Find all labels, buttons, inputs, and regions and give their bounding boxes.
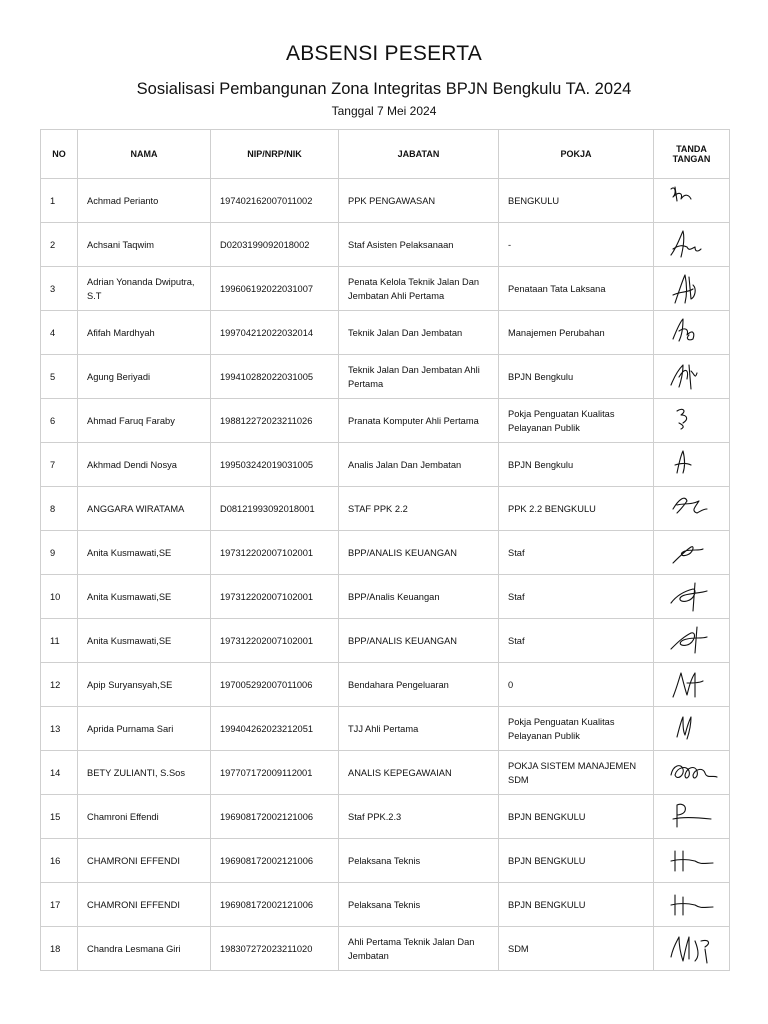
- signature-icon: [665, 359, 721, 395]
- cell-nip: 197005292007011006: [211, 663, 339, 707]
- col-header-pokja: POKJA: [499, 130, 654, 179]
- cell-pokja: BPJN Bengkulu: [499, 355, 654, 399]
- cell-nama: BETY ZULIANTI, S.Sos: [78, 751, 211, 795]
- cell-jabatan: Pelaksana Teknis: [339, 839, 499, 883]
- cell-signature: [654, 619, 730, 663]
- cell-no: 14: [41, 751, 78, 795]
- cell-nip: 197312202007102001: [211, 531, 339, 575]
- cell-no: 11: [41, 619, 78, 663]
- cell-signature: [654, 311, 730, 355]
- cell-signature: [654, 795, 730, 839]
- cell-signature: [654, 531, 730, 575]
- page-title: ABSENSI PESERTA: [286, 42, 482, 65]
- signature-icon: [665, 755, 721, 791]
- cell-jabatan: Pranata Komputer Ahli Pertama: [339, 399, 499, 443]
- signature-icon: [665, 535, 721, 571]
- cell-pokja: BPJN Bengkulu: [499, 443, 654, 487]
- cell-signature: [654, 399, 730, 443]
- cell-no: 7: [41, 443, 78, 487]
- cell-no: 10: [41, 575, 78, 619]
- cell-nip: 198307272023211020: [211, 927, 339, 971]
- cell-pokja: BPJN BENGKULU: [499, 839, 654, 883]
- cell-nip: 197707172009112001: [211, 751, 339, 795]
- col-header-nip: NIP/NRP/NIK: [211, 130, 339, 179]
- table-row: [41, 883, 730, 927]
- cell-jabatan: BPP/ANALIS KEUANGAN: [339, 531, 499, 575]
- cell-jabatan: BPP/ANALIS KEUANGAN: [339, 619, 499, 663]
- cell-no: 12: [41, 663, 78, 707]
- cell-nip: 197402162007011002: [211, 179, 339, 223]
- signature-icon: [665, 315, 721, 351]
- cell-no: 17: [41, 883, 78, 927]
- cell-jabatan: PPK PENGAWASAN: [339, 179, 499, 223]
- cell-nama: Anita Kusmawati,SE: [78, 575, 211, 619]
- table-row: [41, 795, 730, 839]
- cell-nip: 196908172002121006: [211, 839, 339, 883]
- signature-icon: [665, 271, 721, 307]
- cell-signature: [654, 575, 730, 619]
- cell-jabatan: Staf PPK.2.3: [339, 795, 499, 839]
- cell-nama: Afifah Mardhyah: [78, 311, 211, 355]
- cell-no: 3: [41, 267, 78, 311]
- cell-signature: [654, 839, 730, 883]
- cell-nama: Achmad Perianto: [78, 179, 211, 223]
- cell-jabatan: BPP/Analis Keuangan: [339, 575, 499, 619]
- cell-signature: [654, 179, 730, 223]
- cell-signature: [654, 707, 730, 751]
- cell-nama: ANGGARA WIRATAMA: [78, 487, 211, 531]
- cell-signature: [654, 267, 730, 311]
- cell-jabatan: Bendahara Pengeluaran: [339, 663, 499, 707]
- col-header-jabatan: JABATAN: [339, 130, 499, 179]
- signature-icon: [665, 579, 721, 615]
- table-row: [41, 619, 730, 663]
- cell-pokja: SDM: [499, 927, 654, 971]
- cell-nama: Apip Suryansyah,SE: [78, 663, 211, 707]
- table-header-row: [41, 130, 730, 179]
- signature-icon: [665, 447, 721, 483]
- cell-no: 13: [41, 707, 78, 751]
- cell-nama: CHAMRONI EFFENDI: [78, 883, 211, 927]
- signature-icon: [665, 711, 721, 747]
- cell-no: 6: [41, 399, 78, 443]
- cell-nama: Adrian Yonanda Dwiputra, S.T: [78, 267, 211, 311]
- cell-nama: Ahmad Faruq Faraby: [78, 399, 211, 443]
- attendance-table: [40, 129, 730, 971]
- cell-pokja: Pokja Penguatan Kualitas Pelayanan Publik: [499, 399, 654, 443]
- cell-pokja: Pokja Penguatan Kualitas Pelayanan Publik: [499, 707, 654, 751]
- table-row: [41, 311, 730, 355]
- cell-jabatan: TJJ Ahli Pertama: [339, 707, 499, 751]
- cell-no: 8: [41, 487, 78, 531]
- signature-icon: [665, 183, 721, 219]
- cell-pokja: 0: [499, 663, 654, 707]
- cell-nip: 199410282022031005: [211, 355, 339, 399]
- table-row: [41, 839, 730, 883]
- table-row: [41, 355, 730, 399]
- cell-signature: [654, 927, 730, 971]
- col-header-tanda-line1: TANDA: [676, 144, 707, 154]
- cell-no: 15: [41, 795, 78, 839]
- cell-pokja: BPJN BENGKULU: [499, 795, 654, 839]
- cell-nip: 196908172002121006: [211, 883, 339, 927]
- cell-no: 4: [41, 311, 78, 355]
- table-row: [41, 179, 730, 223]
- cell-nama: Achsani Taqwim: [78, 223, 211, 267]
- cell-no: 18: [41, 927, 78, 971]
- table-row: [41, 751, 730, 795]
- table-row: [41, 663, 730, 707]
- cell-nip: 199704212022032014: [211, 311, 339, 355]
- signature-icon: [665, 799, 721, 835]
- cell-nip: D0203199092018002: [211, 223, 339, 267]
- cell-nama: Chamroni Effendi: [78, 795, 211, 839]
- cell-nip: 199606192022031007: [211, 267, 339, 311]
- cell-pokja: PPK 2.2 BENGKULU: [499, 487, 654, 531]
- cell-nip: 197312202007102001: [211, 575, 339, 619]
- cell-jabatan: Penata Kelola Teknik Jalan Dan Jembatan Ahli Pertama: [339, 267, 499, 311]
- cell-signature: [654, 883, 730, 927]
- table-row: [41, 575, 730, 619]
- table-row: [41, 531, 730, 575]
- cell-signature: [654, 355, 730, 399]
- table-row: [41, 267, 730, 311]
- cell-jabatan: Analis Jalan Dan Jembatan: [339, 443, 499, 487]
- col-header-tanda-tangan: [654, 130, 730, 179]
- table-row: [41, 443, 730, 487]
- cell-no: 5: [41, 355, 78, 399]
- cell-jabatan: ANALIS KEPEGAWAIAN: [339, 751, 499, 795]
- table-row: [41, 399, 730, 443]
- cell-nip: 196908172002121006: [211, 795, 339, 839]
- cell-no: 1: [41, 179, 78, 223]
- cell-nama: Akhmad Dendi Nosya: [78, 443, 211, 487]
- signature-icon: [665, 667, 721, 703]
- signature-icon: [665, 403, 721, 439]
- cell-pokja: Penataan Tata Laksana: [499, 267, 654, 311]
- cell-nip: 198812272023211026: [211, 399, 339, 443]
- cell-signature: [654, 443, 730, 487]
- table-row: [41, 707, 730, 751]
- cell-jabatan: Teknik Jalan Dan Jembatan Ahli Pertama: [339, 355, 499, 399]
- cell-signature: [654, 223, 730, 267]
- cell-no: 16: [41, 839, 78, 883]
- signature-icon: [665, 931, 721, 967]
- cell-nama: Agung Beriyadi: [78, 355, 211, 399]
- cell-jabatan: Pelaksana Teknis: [339, 883, 499, 927]
- cell-nama: CHAMRONI EFFENDI: [78, 839, 211, 883]
- cell-jabatan: Staf Asisten Pelaksanaan: [339, 223, 499, 267]
- attendance-rows: [41, 179, 730, 971]
- event-date: Tanggal 7 Mei 2024: [331, 104, 437, 118]
- table-row: [41, 927, 730, 971]
- cell-signature: [654, 663, 730, 707]
- cell-nip: D08121993092018001: [211, 487, 339, 531]
- table-row: [41, 487, 730, 531]
- cell-no: 2: [41, 223, 78, 267]
- signature-icon: [665, 887, 721, 923]
- cell-pokja: POKJA SISTEM MANAJEMEN SDM: [499, 751, 654, 795]
- cell-signature: [654, 487, 730, 531]
- cell-nama: Chandra Lesmana Giri: [78, 927, 211, 971]
- cell-pokja: BPJN BENGKULU: [499, 883, 654, 927]
- cell-no: 9: [41, 531, 78, 575]
- signature-icon: [665, 491, 721, 527]
- signature-icon: [665, 227, 721, 263]
- cell-pokja: Staf: [499, 619, 654, 663]
- table-row: [41, 223, 730, 267]
- cell-signature: [654, 751, 730, 795]
- cell-jabatan: Ahli Pertama Teknik Jalan Dan Jembatan: [339, 927, 499, 971]
- col-header-tanda-line2: TANGAN: [672, 154, 711, 164]
- signature-icon: [665, 623, 721, 659]
- cell-nama: Aprida Purnama Sari: [78, 707, 211, 751]
- cell-jabatan: STAF PPK 2.2: [339, 487, 499, 531]
- cell-jabatan: Teknik Jalan Dan Jembatan: [339, 311, 499, 355]
- col-header-nama: NAMA: [78, 130, 211, 179]
- cell-nip: 199404262023212051: [211, 707, 339, 751]
- page-subtitle: Sosialisasi Pembangunan Zona Integritas BPJN Bengkulu TA. 2024: [136, 80, 632, 98]
- col-header-no: NO: [41, 130, 78, 179]
- cell-pokja: BENGKULU: [499, 179, 654, 223]
- cell-nama: Anita Kusmawati,SE: [78, 619, 211, 663]
- cell-nip: 197312202007102001: [211, 619, 339, 663]
- cell-pokja: Staf: [499, 575, 654, 619]
- signature-icon: [665, 843, 721, 879]
- cell-pokja: Staf: [499, 531, 654, 575]
- cell-nama: Anita Kusmawati,SE: [78, 531, 211, 575]
- cell-pokja: -: [499, 223, 654, 267]
- cell-nip: 199503242019031005: [211, 443, 339, 487]
- cell-pokja: Manajemen Perubahan: [499, 311, 654, 355]
